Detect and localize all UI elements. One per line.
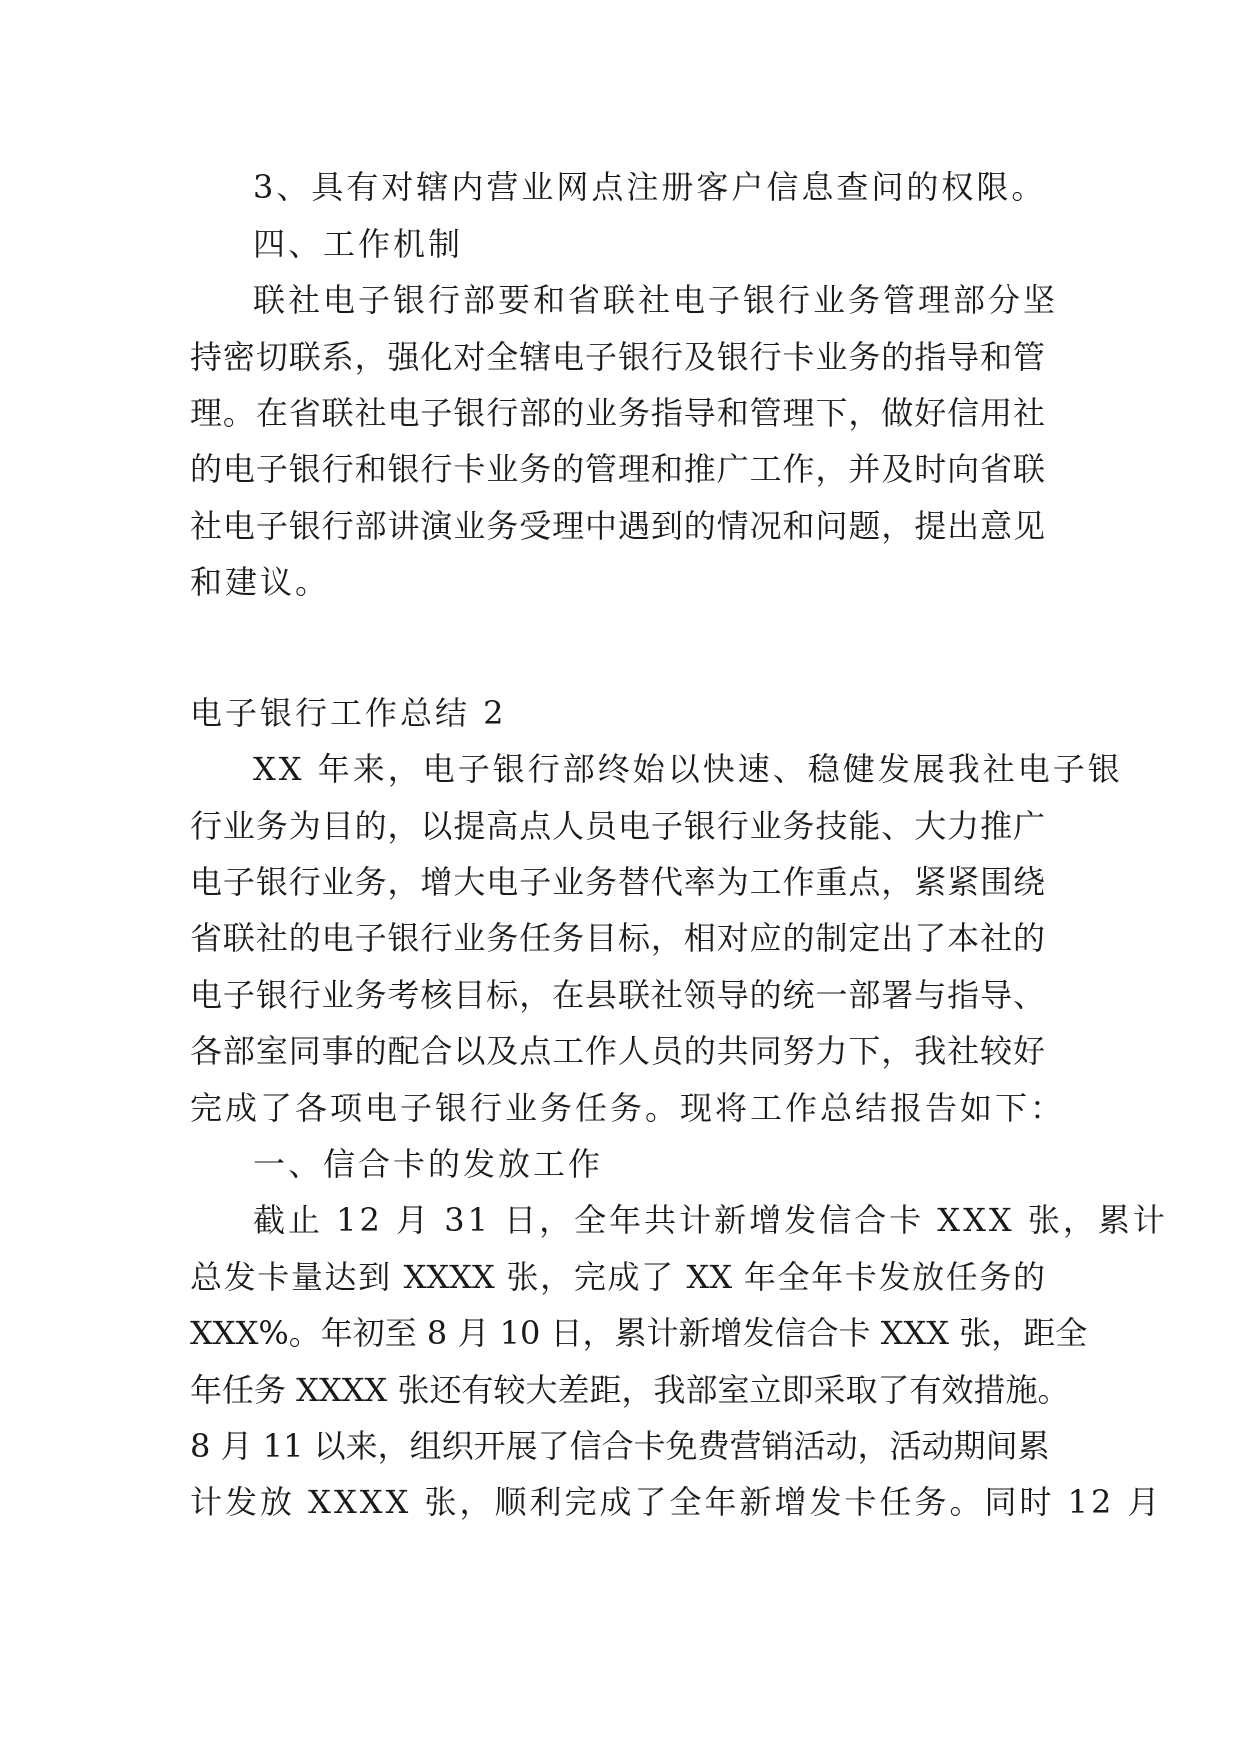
- paragraph-line: 省联社的电子银行业务任务目标，相对应的制定出了本社的: [190, 919, 1045, 957]
- section-heading-work-mechanism: 四、工作机制: [253, 225, 464, 263]
- paragraph-line: 电子银行业务考核目标，在县联社领导的统一部署与指导、: [190, 976, 1045, 1014]
- paragraph-line: 各部室同事的配合以及点工作人员的共同努力下，我社较好: [190, 1032, 1045, 1070]
- paragraph-line: 和建议。: [190, 563, 331, 601]
- paragraph-line: 完成了各项电子银行业务任务。现将工作总结报告如下：: [190, 1089, 1066, 1127]
- paragraph-line: XXX%。年初至 8 月 10 日，累计新增发信合卡 XXX 张，距全: [190, 1314, 1088, 1352]
- paragraph-line: XX 年来，电子银行部终始以快速、稳健发展我社电子银: [253, 750, 1123, 788]
- list-item-permission-3: 3、具有对辖内营业网点注册客户信息查问的权限。: [253, 168, 1047, 206]
- paragraph-line: 电子银行业务，增大电子业务替代率为工作重点，紧紧围绕: [190, 863, 1045, 901]
- paragraph-line: 的电子银行和银行卡业务的管理和推广工作，并及时向省联: [190, 450, 1045, 488]
- paragraph-line: 年任务 XXXX 张还有较大差距，我部室立即采取了有效措施。: [190, 1371, 1070, 1409]
- paragraph-line: 理。在省联社电子银行部的业务指导和管理下，做好信用社: [190, 394, 1045, 432]
- section-title: 电子银行工作总结 2: [190, 694, 507, 732]
- paragraph-line: 持密切联系，强化对全辖电子银行及银行卡业务的指导和管: [190, 338, 1045, 376]
- paragraph-line: 行业务为目的，以提高点人员电子银行业务技能、大力推广: [190, 807, 1045, 845]
- paragraph-line: 截止 12 月 31 日，全年共计新增发信合卡 XXX 张，累计: [253, 1201, 1168, 1239]
- paragraph-line: 总发卡量达到 XXXX 张，完成了 XX 年全年卡发放任务的: [190, 1258, 1045, 1296]
- paragraph-line: 8 月 11 以来，组织开展了信合卡免费营销活动，活动期间累: [190, 1427, 1050, 1465]
- section-heading-card-issuance: 一、信合卡的发放工作: [253, 1145, 604, 1183]
- paragraph-line: 联社电子银行部要和省联社电子银行业务管理部分坚: [253, 281, 1059, 319]
- paragraph-line: 计发放 XXXX 张，顺利完成了全年新增发卡任务。同时 12 月: [190, 1483, 1163, 1521]
- paragraph-line: 社电子银行部讲演业务受理中遇到的情况和问题，提出意见: [190, 507, 1045, 545]
